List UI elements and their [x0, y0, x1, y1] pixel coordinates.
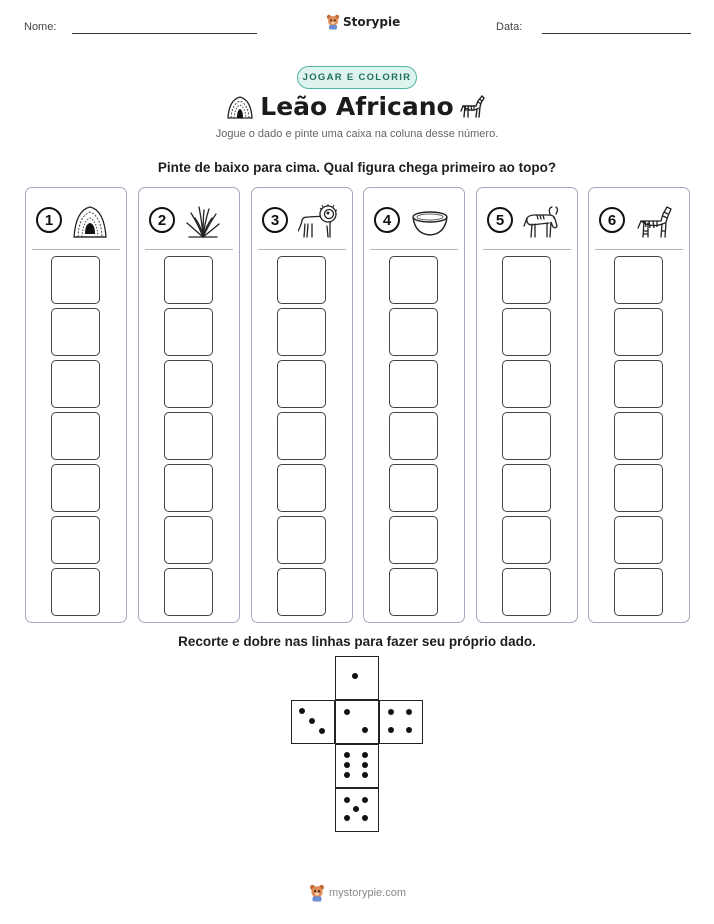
color-box[interactable]	[277, 412, 326, 460]
column-number: 4	[374, 207, 400, 233]
zebra-icon	[458, 92, 486, 120]
cave-icon	[72, 204, 108, 240]
color-box[interactable]	[164, 464, 213, 512]
subtitle: Jogue o dado e pinte uma caixa na coluna desse número.	[215, 128, 499, 140]
color-box[interactable]	[277, 360, 326, 408]
pip	[406, 709, 412, 715]
pip	[388, 709, 394, 715]
color-box[interactable]	[614, 464, 663, 512]
footer	[309, 884, 406, 902]
color-box[interactable]	[502, 308, 551, 356]
color-box[interactable]	[277, 516, 326, 564]
pip	[353, 806, 359, 812]
color-box[interactable]	[164, 568, 213, 616]
color-box[interactable]	[51, 516, 100, 564]
brand-name: Storypie	[343, 15, 401, 29]
color-box[interactable]	[277, 568, 326, 616]
color-box[interactable]	[502, 568, 551, 616]
date-line	[542, 33, 691, 34]
pip	[344, 709, 350, 715]
name-line	[72, 33, 257, 34]
instruction: Pinte de baixo para cima. Qual figura chega primeiro ao topo?	[157, 160, 557, 175]
color-box[interactable]	[389, 256, 438, 304]
color-box[interactable]	[389, 360, 438, 408]
color-box[interactable]	[389, 516, 438, 564]
pip	[344, 797, 350, 803]
color-box[interactable]	[502, 464, 551, 512]
color-box[interactable]	[164, 360, 213, 408]
zebra-icon	[635, 204, 675, 240]
wildebeest-icon	[523, 204, 563, 240]
color-box[interactable]	[51, 308, 100, 356]
activity-badge: JOGAR E COLORIR	[297, 66, 417, 89]
color-box[interactable]	[164, 256, 213, 304]
column-5	[476, 187, 578, 623]
bear-icon	[309, 884, 325, 902]
pip	[309, 718, 315, 724]
color-box[interactable]	[164, 308, 213, 356]
date-label: Data:	[496, 21, 523, 33]
color-box[interactable]	[614, 568, 663, 616]
pip	[344, 772, 350, 778]
pip	[362, 797, 368, 803]
dice-face-5	[335, 788, 379, 832]
color-box[interactable]	[51, 464, 100, 512]
dice-face-3	[291, 700, 335, 744]
brand-logo	[326, 14, 400, 30]
color-box[interactable]	[614, 412, 663, 460]
column-number: 2	[149, 207, 175, 233]
dice-face-6	[335, 744, 379, 788]
column-number: 6	[599, 207, 625, 233]
color-box[interactable]	[389, 308, 438, 356]
pip	[344, 815, 350, 821]
pip	[299, 708, 305, 714]
pip	[344, 752, 350, 758]
lion-icon	[298, 204, 338, 240]
color-box[interactable]	[502, 412, 551, 460]
pip	[352, 673, 358, 679]
pip	[362, 772, 368, 778]
name-label: Nome:	[24, 21, 57, 33]
color-box[interactable]	[51, 412, 100, 460]
color-box[interactable]	[502, 256, 551, 304]
column-2	[138, 187, 240, 623]
color-box[interactable]	[164, 412, 213, 460]
bowl-icon	[410, 204, 450, 240]
pip	[344, 762, 350, 768]
page-title: Leão Africano	[260, 92, 454, 121]
color-box[interactable]	[614, 360, 663, 408]
color-box[interactable]	[51, 568, 100, 616]
pip	[388, 727, 394, 733]
color-box[interactable]	[164, 516, 213, 564]
dice-face-4	[379, 700, 423, 744]
bear-icon	[326, 14, 340, 30]
pip	[362, 727, 368, 733]
color-box[interactable]	[51, 360, 100, 408]
color-box[interactable]	[277, 308, 326, 356]
cave-icon	[226, 94, 254, 120]
dice-face-2	[335, 700, 379, 744]
color-box[interactable]	[614, 516, 663, 564]
color-box[interactable]	[502, 516, 551, 564]
column-1	[25, 187, 127, 623]
column-6	[588, 187, 690, 623]
column-number: 5	[487, 207, 513, 233]
column-3	[251, 187, 353, 623]
pip	[362, 815, 368, 821]
color-box[interactable]	[277, 256, 326, 304]
dice-face-1	[335, 656, 379, 700]
pip	[362, 752, 368, 758]
color-box[interactable]	[277, 464, 326, 512]
footer-url: mystorypie.com	[329, 887, 407, 899]
color-box[interactable]	[389, 412, 438, 460]
column-4	[363, 187, 465, 623]
column-number: 1	[36, 207, 62, 233]
color-box[interactable]	[389, 568, 438, 616]
color-box[interactable]	[389, 464, 438, 512]
color-box[interactable]	[502, 360, 551, 408]
color-box[interactable]	[51, 256, 100, 304]
pip	[406, 727, 412, 733]
pip	[362, 762, 368, 768]
color-box[interactable]	[614, 308, 663, 356]
color-box[interactable]	[614, 256, 663, 304]
column-number: 3	[262, 207, 288, 233]
grass-icon	[185, 204, 221, 240]
cut-instruction: Recorte e dobre nas linhas para fazer seu próprio dado.	[178, 634, 536, 649]
pip	[319, 728, 325, 734]
